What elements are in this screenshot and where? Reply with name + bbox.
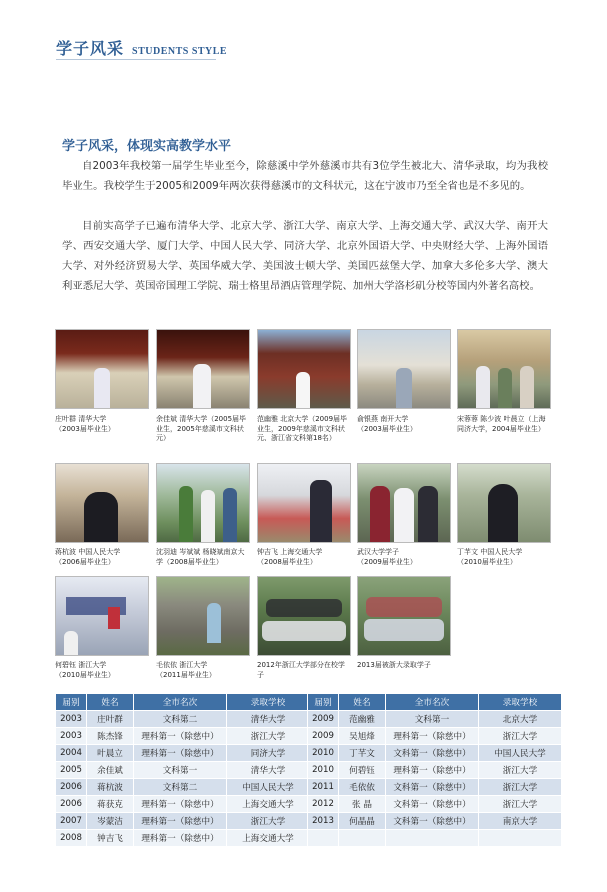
student-photo <box>257 576 351 656</box>
table-header: 姓名 <box>87 694 134 711</box>
table-header: 录取学校 <box>227 694 310 711</box>
table-cell: 上海交通大学 <box>227 830 310 847</box>
student-photo <box>55 329 149 409</box>
page-header <box>56 36 227 59</box>
table-cell: 文科第一 <box>134 762 227 779</box>
table-header: 录取学校 <box>479 694 562 711</box>
table-cell: 2003 <box>56 728 87 745</box>
table-cell: 同济大学 <box>227 745 310 762</box>
table-cell: 2006 <box>56 796 87 813</box>
table-cell <box>479 830 562 847</box>
photo-caption: 武汉大学学子 （2009届毕业生） <box>357 548 417 566</box>
header-title-cn: 学子风采 <box>56 39 125 58</box>
student-photo <box>457 463 551 543</box>
table-row <box>56 813 310 830</box>
table-cell: 蒋杭波 <box>87 779 134 796</box>
table-cell: 浙江大学 <box>227 813 310 830</box>
table-cell <box>339 830 386 847</box>
table-cell: 理科第一（除慈中） <box>134 745 227 762</box>
table-cell: 浙江大学 <box>479 762 562 779</box>
table-cell: 上海交通大学 <box>227 796 310 813</box>
student-photo <box>357 576 451 656</box>
table-cell: 蒋获克 <box>87 796 134 813</box>
table-header: 姓名 <box>339 694 386 711</box>
table-cell: 理科第一（除慈中） <box>386 762 479 779</box>
table-cell: 清华大学 <box>227 711 310 728</box>
table-cell: 何晶晶 <box>339 813 386 830</box>
table-cell: 文科第二 <box>134 779 227 796</box>
photo-caption: 庄叶群 清华大学 （2003届毕业生） <box>55 415 115 433</box>
table-cell: 理科第一（除慈中） <box>134 796 227 813</box>
photo-caption: 丁芊文 中国人民大学 （2010届毕业生） <box>457 548 523 566</box>
table-row <box>308 745 562 762</box>
table-cell: 文科第一（除慈中） <box>386 796 479 813</box>
table-cell: 文科第一 <box>386 711 479 728</box>
table-row <box>308 779 562 796</box>
photo-caption: 宋蓉蓉 陈少波 叶晨立（上海同济大学，2004届毕业生） <box>457 415 546 433</box>
table-cell <box>308 830 339 847</box>
section-title: 学子风采，体现实高教学水平 <box>62 139 232 154</box>
table-row <box>56 796 310 813</box>
intro-paragraph-2: 目前实高学子已遍布清华大学、北京大学、浙江大学、南京大学、上海交通大学、武汉大学、南开大学、西安交通大学、厦门大学、中国人民大学、同济大学、北京外国语大学、中央财经大学、上海外国语大学、对外经济贸易大学、英国华威大学、美国波士顿大学、美国匹兹堡大学、加拿大多伦多大学、澳大利亚悉尼大学、英国帝国理工学院、瑞士格里昂酒店管理学院、加州大学洛杉矶分校等国内外著名高校。 <box>62 220 548 292</box>
table-row <box>308 762 562 779</box>
table-cell: 文科第二 <box>134 711 227 728</box>
table-header: 全市名次 <box>134 694 227 711</box>
student-photo <box>156 329 250 409</box>
table-cell: 理科第一（除慈中） <box>134 813 227 830</box>
table-cell: 北京大学 <box>479 711 562 728</box>
table-cell: 岑蒙洁 <box>87 813 134 830</box>
photo-caption: 蒋杭波 中国人民大学 （2006届毕业生） <box>55 548 121 566</box>
table-cell: 2009 <box>308 728 339 745</box>
table-header-row <box>56 694 310 711</box>
student-photo <box>257 463 351 543</box>
table-cell: 中国人民大学 <box>227 779 310 796</box>
table-cell: 吴旭烽 <box>339 728 386 745</box>
table-cell: 南京大学 <box>479 813 562 830</box>
table-cell <box>386 830 479 847</box>
table-cell: 钟吉飞 <box>87 830 134 847</box>
header-divider <box>56 59 216 60</box>
table-cell: 庄叶群 <box>87 711 134 728</box>
student-photo <box>156 463 250 543</box>
table-cell: 2012 <box>308 796 339 813</box>
photo-caption: 余佳斌 清华大学（2005届毕业生，2005年慈溪市文科状元） <box>156 415 247 442</box>
student-photo <box>55 576 149 656</box>
table-cell: 陈杰锋 <box>87 728 134 745</box>
table-cell: 文科第一（除慈中） <box>386 745 479 762</box>
photo-caption: 毛依依 浙江大学 （2011届毕业生） <box>156 661 216 679</box>
table-cell: 2006 <box>56 779 87 796</box>
table-cell: 2010 <box>308 762 339 779</box>
photo-caption: 钟吉飞 上海交通大学 （2008届毕业生） <box>257 548 323 566</box>
table-cell: 范幽雅 <box>339 711 386 728</box>
student-photo <box>357 463 451 543</box>
photo-caption: 沈羽迪 岑斌斌 杨晓斌南京大学（2008届毕业生） <box>156 548 245 566</box>
header-title-en: STUDENTS STYLE <box>132 46 228 57</box>
table-header: 届别 <box>308 694 339 711</box>
table-cell: 2011 <box>308 779 339 796</box>
table-cell: 浙江大学 <box>479 796 562 813</box>
table-cell: 清华大学 <box>227 762 310 779</box>
table-row <box>308 813 562 830</box>
results-table-right <box>307 693 562 847</box>
photo-caption: 2012年浙江大学部分在校学子 <box>257 661 345 679</box>
student-photo <box>457 329 551 409</box>
photo-caption: 2013届被浙大录取学子 <box>357 661 431 669</box>
table-cell: 余佳斌 <box>87 762 134 779</box>
table-cell: 文科第一（除慈中） <box>386 779 479 796</box>
table-row <box>308 711 562 728</box>
table-cell: 中国人民大学 <box>479 745 562 762</box>
table-row <box>56 762 310 779</box>
table-row <box>56 830 310 847</box>
table-cell: 丁芊文 <box>339 745 386 762</box>
photo-caption: 范幽雅 北京大学（2009届毕业生，2009年慈溪市文科状元、浙江省文科第18名） <box>257 415 348 442</box>
table-row <box>56 745 310 762</box>
table-cell: 2005 <box>56 762 87 779</box>
table-row <box>56 711 310 728</box>
student-photo <box>257 329 351 409</box>
table-row <box>308 796 562 813</box>
student-photo <box>55 463 149 543</box>
photo-caption: 俞银燕 南开大学 （2003届毕业生） <box>357 415 417 433</box>
table-cell: 2010 <box>308 745 339 762</box>
table-cell: 2008 <box>56 830 87 847</box>
table-row <box>56 728 310 745</box>
student-photo <box>156 576 250 656</box>
table-row <box>56 779 310 796</box>
table-cell: 2009 <box>308 711 339 728</box>
table-cell: 浙江大学 <box>479 779 562 796</box>
table-cell: 2013 <box>308 813 339 830</box>
table-header: 届别 <box>56 694 87 711</box>
photo-caption: 何碧钰 浙江大学 （2010届毕业生） <box>55 661 115 679</box>
table-cell: 2004 <box>56 745 87 762</box>
table-cell: 叶晨立 <box>87 745 134 762</box>
table-cell: 何碧钰 <box>339 762 386 779</box>
table-header: 全市名次 <box>386 694 479 711</box>
table-cell: 理科第一（除慈中） <box>386 728 479 745</box>
results-table-left <box>55 693 310 847</box>
table-cell: 浙江大学 <box>227 728 310 745</box>
table-row <box>308 830 562 847</box>
table-cell: 浙江大学 <box>479 728 562 745</box>
table-cell: 毛依依 <box>339 779 386 796</box>
intro-paragraph-1: 自2003年我校第一届学生毕业至今，除慈溪中学外慈溪市共有3位学生被北大、清华录取，均为我校毕业生。我校学生于2005和2009年两次获得慈溪市的文科状元，这在宁波市乃至全省也是不多见的。 <box>62 160 548 192</box>
table-cell: 文科第一（除慈中） <box>386 813 479 830</box>
table-header-row <box>308 694 562 711</box>
student-photo <box>357 329 451 409</box>
table-cell: 理科第一（除慈中） <box>134 728 227 745</box>
table-cell: 张 晶 <box>339 796 386 813</box>
table-row <box>308 728 562 745</box>
table-cell: 2007 <box>56 813 87 830</box>
table-cell: 理科第一（除慈中） <box>134 830 227 847</box>
table-cell: 2003 <box>56 711 87 728</box>
